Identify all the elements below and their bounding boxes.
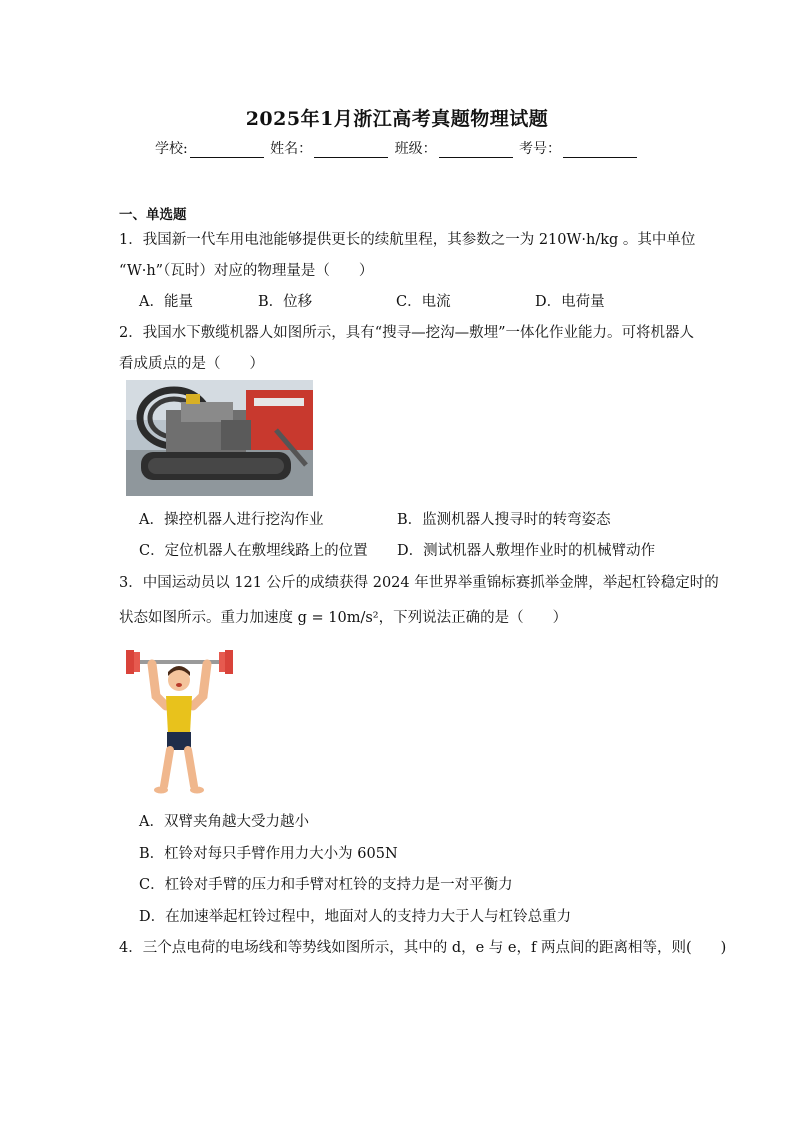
school-label: 学校: bbox=[154, 141, 188, 157]
q1-option-d: D．电荷量 bbox=[535, 294, 605, 310]
q3-option-d: D．在加速举起杠铃过程中，地面对人的支持力大于人与杠铃总重力 bbox=[139, 909, 572, 925]
number-blank[interactable] bbox=[563, 143, 637, 158]
class-label: 班级： bbox=[394, 141, 437, 157]
cable-robot-photo bbox=[126, 380, 313, 496]
q1-stem-line1: 1．我国新一代车用电池能够提供更长的续航里程，其参数之一为 210W·h/kg 。其中单位 bbox=[119, 232, 696, 248]
q2-option-a: A．操控机器人进行挖沟作业 bbox=[139, 512, 324, 528]
q2-stem-line2: 看成质点的是（ ） bbox=[119, 356, 264, 372]
q1-option-a: A．能量 bbox=[139, 294, 193, 310]
q1-option-b: B．位移 bbox=[258, 294, 313, 310]
class-blank[interactable] bbox=[439, 143, 513, 158]
q3-stem-line1: 3．中国运动员以 121 公斤的成绩获得 2024 年世界举重锦标赛抓举金牌，举起杠铃稳定时的 bbox=[119, 575, 719, 591]
school-blank[interactable] bbox=[190, 143, 264, 158]
q3-stem-line2: 状态如图所示。重力加速度 g = 10m/s²，下列说法正确的是（ ） bbox=[119, 610, 568, 626]
name-label: 姓名： bbox=[270, 141, 313, 157]
q3-option-c: C．杠铃对手臂的压力和手臂对杠铃的支持力是一对平衡力 bbox=[139, 877, 513, 893]
student-info-row bbox=[0, 138, 794, 158]
q2-stem-line1: 2．我国水下敷缆机器人如图所示，具有“搜寻—挖沟—敷埋”一体化作业能力。可将机器人 bbox=[119, 325, 695, 341]
q2-option-b: B．监测机器人搜寻时的转弯姿态 bbox=[397, 512, 611, 528]
q3-option-a: A．双臂夹角越大受力越小 bbox=[139, 814, 309, 830]
q2-option-c: C．定位机器人在敷埋线路上的位置 bbox=[139, 543, 368, 559]
q2-option-d: D．测试机器人敷埋作业时的机械臂动作 bbox=[397, 543, 656, 559]
number-label: 考号： bbox=[519, 141, 562, 157]
section-heading: 一、单选题 bbox=[119, 207, 187, 223]
q4-stem-line1: 4．三个点电荷的电场线和等势线如图所示，其中的 d，e 与 e，f 两点间的距离相等，则( ) bbox=[119, 940, 727, 956]
page-title: 2025年1月浙江高考真题物理试题 bbox=[245, 108, 549, 130]
name-blank[interactable] bbox=[314, 143, 388, 158]
weightlifter-illustration bbox=[122, 646, 237, 798]
q1-option-c: C．电流 bbox=[396, 294, 451, 310]
q1-stem-line2: “W·h”（瓦时）对应的物理量是（ ） bbox=[119, 263, 374, 279]
q3-option-b: B．杠铃对每只手臂作用力大小为 605N bbox=[139, 846, 398, 862]
